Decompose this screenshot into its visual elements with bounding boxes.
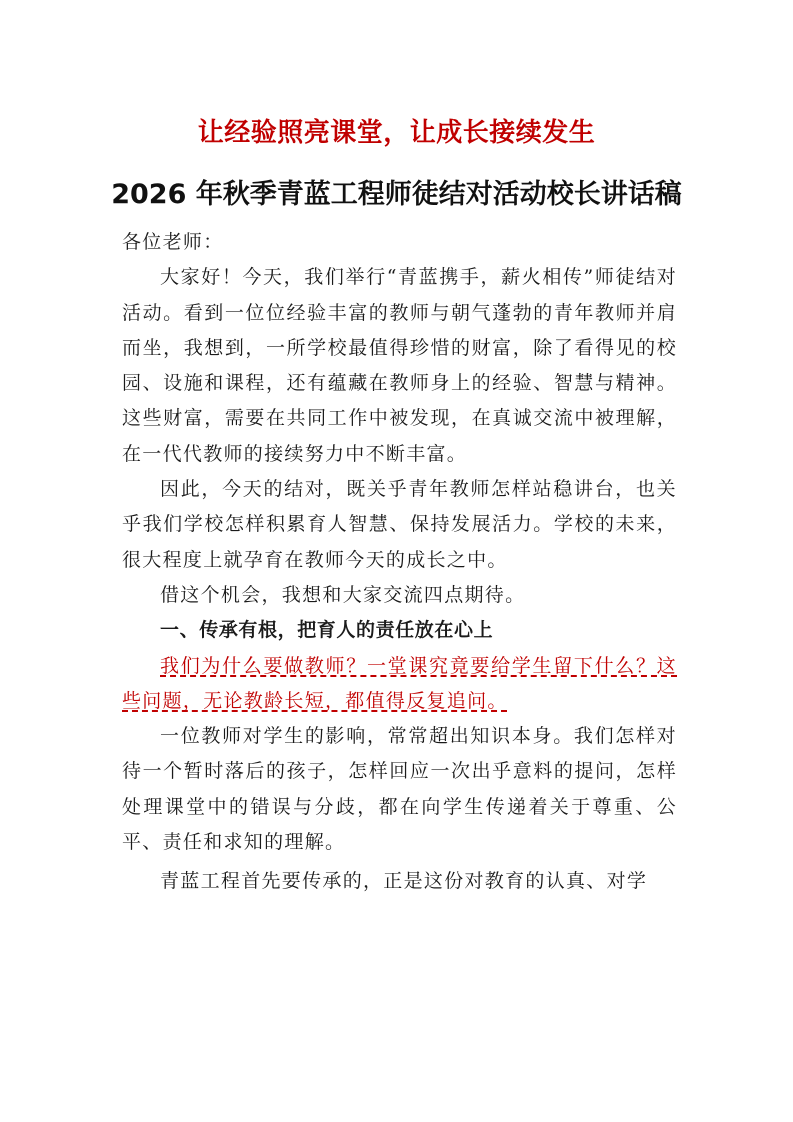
section-heading-1: 一、传承有根，把育人的责任放在心上	[160, 619, 494, 642]
paragraph-inheritance: 青蓝工程首先要传承的，正是这份对教育的认真、对学	[160, 870, 648, 893]
highlighted-question-text: 我们为什么要做教师？一堂课究竟要给学生留下什么？这些问题，无论教龄长短，都值得反复追问。	[122, 654, 677, 712]
paragraph-intro: 大家好！今天，我们举行“青蓝携手，薪火相传”师徒结对活动。看到一位位经验丰富的教师与朝气蓬勃的青年教师并肩而坐，我想到，一所学校最值得珍惜的财富，除了看得见的校园、设施和课程，还有蕴藏在教师身上的经验、智慧与精神。这些财富，需要在共同工作中被发现，在真诚交流中被理解，在一代代教师的接续努力中不断丰富。	[122, 266, 677, 465]
highlighted-question	[122, 649, 677, 720]
paragraph-transition: 借这个机会，我想和大家交流四点期待。	[160, 583, 526, 606]
salutation: 各位老师：	[122, 231, 224, 253]
document-title: 让经验照亮课堂，让成长接续发生	[197, 118, 596, 148]
paragraph-influence: 一位教师对学生的影响，常常超出知识本身。我们怎样对待一个暂时落后的孩子，怎样回应一次出乎意料的提问，怎样处理课堂中的错误与分歧，都在向学生传递着关于尊重、公平、责任和求知的理解。	[122, 725, 677, 854]
paragraph-significance: 因此，今天的结对，既关乎青年教师怎样站稳讲台，也关乎我们学校怎样积累育人智慧、保持发展活力。学校的未来，很大程度上就孕育在教师今天的成长之中。	[122, 478, 677, 571]
document-subtitle: 2026 年秋季青蓝工程师徒结对活动校长讲话稿	[111, 179, 682, 210]
document-body	[122, 225, 677, 900]
